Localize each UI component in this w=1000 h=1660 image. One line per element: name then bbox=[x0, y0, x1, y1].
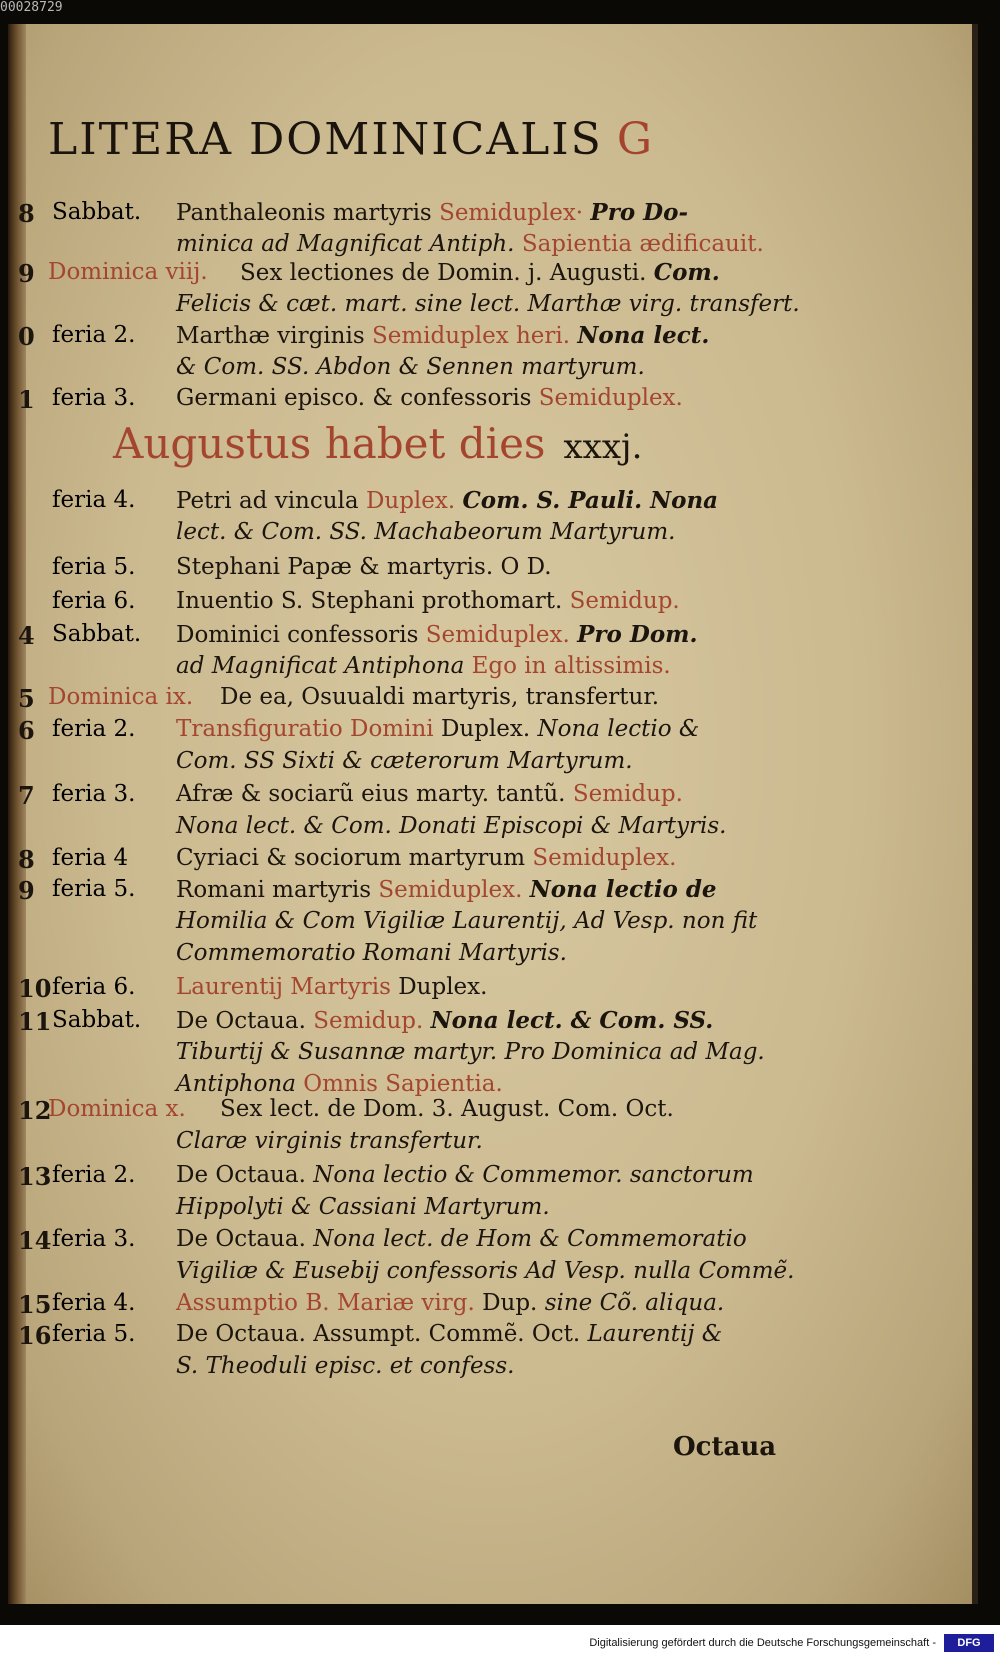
entry-segment: Vigiliæ & Eusebij confessoris Ad Vesp. nulla Commẽ. bbox=[176, 1258, 795, 1284]
weekday-label: Dominica ix. bbox=[48, 684, 194, 710]
entry-segment: Duplex. bbox=[398, 974, 488, 1000]
weekday-label: feria 3. bbox=[52, 781, 136, 807]
entry-text-line bbox=[176, 1007, 713, 1034]
weekday-label: feria 2. bbox=[52, 1162, 136, 1188]
entry-segment: Hippolyti & Cassiani Martyrum. bbox=[176, 1194, 550, 1220]
entry-segment: Stephani Papæ & martyris. O D. bbox=[176, 554, 552, 580]
entry-segment: Laurentij Martyris bbox=[176, 974, 399, 1000]
entry-segment: Marthæ virginis bbox=[176, 323, 372, 349]
entry-segment: Ego in altissimis. bbox=[471, 653, 671, 679]
day-number: 8 bbox=[18, 199, 35, 228]
entry-segment: Homilia & Com Vigiliæ Laurentij, Ad Vesp. non fit bbox=[176, 908, 758, 934]
entry-segment: Nona lectio de bbox=[529, 876, 717, 903]
weekday-label: feria 5. bbox=[52, 554, 136, 580]
entry-segment: Afræ & sociarũ eius marty. tantũ. bbox=[176, 781, 573, 807]
entry-text-line bbox=[176, 322, 709, 349]
entry-segment: Nona lectio & Commemor. sanctorum bbox=[313, 1162, 754, 1188]
weekday-label: feria 3. bbox=[52, 1226, 136, 1252]
month-title: Augustus habet dies bbox=[113, 419, 546, 468]
dfg-logo: DFG bbox=[944, 1634, 994, 1652]
image-id: 00028729 bbox=[0, 0, 63, 15]
weekday-label: feria 6. bbox=[52, 588, 136, 614]
entry-segment: Duplex. bbox=[365, 488, 463, 514]
entry-text-line bbox=[176, 1321, 722, 1347]
day-number: 7 bbox=[18, 781, 35, 810]
entry-segment: Nona lect. de Hom & Commemoratio bbox=[313, 1226, 747, 1252]
entry-text-line bbox=[176, 554, 552, 580]
weekday-label: Dominica viij. bbox=[48, 259, 208, 285]
entry-segment: Semiduplex· bbox=[439, 200, 591, 226]
day-number: 9 bbox=[18, 259, 35, 288]
entry-text-line bbox=[176, 781, 683, 807]
entry-segment: Semiduplex. bbox=[538, 385, 683, 411]
entry-segment: Duplex. bbox=[440, 716, 538, 742]
entry-segment: & Com. SS. Abdon & Sennen martyrum. bbox=[176, 354, 645, 380]
entry-segment: Petri ad vincula bbox=[176, 488, 366, 514]
entry-segment: Semidup. bbox=[313, 1008, 431, 1034]
book-page bbox=[8, 24, 978, 1604]
day-number: 0 bbox=[18, 322, 35, 351]
entry-text-line bbox=[176, 621, 698, 648]
catchword: Octaua bbox=[673, 1432, 777, 1462]
weekday-label: feria 5. bbox=[52, 876, 136, 902]
entry-text-line bbox=[176, 876, 717, 903]
entry-segment: ad Magnificat Antiphona bbox=[176, 653, 472, 679]
weekday-label: Dominica x. bbox=[48, 1096, 186, 1122]
weekday-label: feria 4. bbox=[52, 487, 136, 513]
entry-text-line bbox=[176, 1128, 483, 1154]
entry-segment: Dominici confessoris bbox=[176, 622, 426, 648]
month-days: xxxj. bbox=[563, 427, 643, 467]
entry-text-line bbox=[240, 259, 720, 286]
entry-text-line bbox=[176, 1258, 794, 1284]
weekday-label: feria 5. bbox=[52, 1321, 136, 1347]
entry-segment: Romani martyris bbox=[176, 877, 379, 903]
day-number: 11 bbox=[18, 1007, 52, 1036]
weekday-label: feria 4 bbox=[52, 845, 129, 871]
day-number: 1 bbox=[18, 385, 35, 414]
entry-segment: Laurentij & bbox=[587, 1321, 723, 1347]
day-number: 9 bbox=[18, 876, 35, 905]
entry-text-line bbox=[220, 684, 659, 710]
entry-text-line bbox=[176, 354, 645, 380]
entry-segment: Semidup. bbox=[569, 588, 680, 614]
weekday-label: feria 3. bbox=[52, 385, 136, 411]
entry-segment: De Octaua. bbox=[176, 1162, 314, 1188]
weekday-label: feria 6. bbox=[52, 974, 136, 1000]
entry-segment: Semiduplex. bbox=[532, 845, 677, 871]
entry-text-line bbox=[176, 1353, 514, 1379]
day-number: 15 bbox=[18, 1290, 52, 1319]
entry-segment: Cyriaci & sociorum martyrum bbox=[176, 845, 533, 871]
entry-text-line bbox=[176, 940, 567, 966]
weekday-label: feria 2. bbox=[52, 322, 136, 348]
entry-text-line bbox=[176, 487, 718, 514]
entry-text-line bbox=[176, 845, 676, 871]
entry-segment: Semiduplex. bbox=[378, 877, 530, 903]
day-number: 13 bbox=[18, 1162, 52, 1191]
entry-segment: Sex lect. de Dom. 3. August. Com. Oct. bbox=[220, 1096, 674, 1122]
entry-text-line bbox=[176, 1290, 724, 1316]
entry-text-line bbox=[176, 231, 764, 257]
weekday-label: feria 2. bbox=[52, 716, 136, 742]
entry-segment: Nona lect. & Com. SS. bbox=[430, 1007, 714, 1034]
page-heading bbox=[48, 114, 654, 165]
entry-segment: Omnis Sapientia. bbox=[303, 1071, 503, 1097]
entry-segment: Inuentio S. Stephani prothomart. bbox=[176, 588, 570, 614]
entry-text-line bbox=[176, 1162, 754, 1188]
entry-segment: lect. & Com. SS. Machabeorum Martyrum. bbox=[176, 519, 676, 545]
entry-text-line bbox=[176, 1226, 747, 1252]
entry-segment: Sapientia ædificauit. bbox=[521, 231, 764, 257]
entry-segment: Com. SS Sixti & cæterorum Martyrum. bbox=[176, 748, 633, 774]
entry-segment: Nona lect. & Com. Donati Episcopi & Martyris. bbox=[176, 813, 727, 839]
entry-text-line bbox=[176, 385, 683, 411]
entry-segment: Tiburtij & Susannæ martyr. Pro Dominica ad Mag. bbox=[176, 1039, 765, 1065]
entry-segment: Semiduplex heri. bbox=[371, 323, 578, 349]
entry-segment: Germani episco. & confessoris bbox=[176, 385, 539, 411]
entry-segment: De Octaua. Assumpt. Commẽ. Oct. bbox=[176, 1321, 588, 1347]
entry-segment: Pro Dom. bbox=[577, 621, 698, 648]
entry-segment: De Octaua. bbox=[176, 1226, 314, 1252]
entry-segment: Assumptio B. Mariæ virg. bbox=[176, 1290, 483, 1316]
day-number: 10 bbox=[18, 974, 52, 1003]
entry-text-line bbox=[176, 716, 699, 742]
entry-segment: S. Theoduli episc. et confess. bbox=[176, 1353, 515, 1379]
entry-segment: Commemoratio Romani Martyris. bbox=[176, 940, 567, 966]
entry-text-line bbox=[176, 588, 680, 614]
day-number: 4 bbox=[18, 621, 35, 650]
weekday-label: Sabbat. bbox=[52, 1007, 142, 1033]
entry-segment: Felicis & cæt. mart. sine lect. Marthæ virg. transfert. bbox=[176, 291, 800, 317]
entry-segment: Semidup. bbox=[572, 781, 683, 807]
entry-segment: Sex lectiones de Domin. j. Augusti. bbox=[240, 260, 654, 286]
entry-segment: Semiduplex. bbox=[425, 622, 578, 648]
entry-segment: Antiphona bbox=[176, 1071, 304, 1097]
entry-text-line bbox=[176, 1071, 503, 1097]
day-number: 16 bbox=[18, 1321, 52, 1350]
entry-text-line bbox=[176, 1194, 550, 1220]
entry-text-line bbox=[176, 748, 633, 774]
day-number: 5 bbox=[18, 684, 35, 713]
day-number: 12 bbox=[18, 1096, 52, 1125]
entry-segment: minica ad Magnificat Antiph. bbox=[176, 231, 522, 257]
entry-segment: De ea, Osuualdi martyris, transfertur. bbox=[220, 684, 660, 710]
weekday-label: Sabbat. bbox=[52, 199, 142, 225]
entry-segment: Pro Do- bbox=[590, 199, 689, 226]
footer-credit: Digitalisierung gefördert durch die Deutsche Forschungsgemeinschaft - bbox=[589, 1637, 936, 1649]
entry-text-line bbox=[176, 1039, 765, 1065]
entry-segment: Claræ virginis transfertur. bbox=[176, 1128, 483, 1154]
month-heading bbox=[113, 419, 642, 468]
entry-segment: Dup. bbox=[482, 1290, 545, 1316]
weekday-label: Sabbat. bbox=[52, 621, 142, 647]
day-number: 14 bbox=[18, 1226, 52, 1255]
entry-text-line bbox=[176, 908, 757, 934]
entry-text-line bbox=[176, 199, 688, 226]
entry-segment: Com. S. Pauli. Nona bbox=[462, 487, 719, 514]
entry-text-line bbox=[176, 653, 671, 679]
day-number: 6 bbox=[18, 716, 35, 745]
entry-text-line bbox=[176, 291, 800, 317]
entry-text-line bbox=[220, 1096, 674, 1122]
entry-segment: Nona lectio & bbox=[537, 716, 700, 742]
entry-segment: Transfiguratio Domini bbox=[176, 716, 441, 742]
entry-segment: Panthaleonis martyris bbox=[176, 200, 440, 226]
dominical-letter: G bbox=[616, 114, 654, 165]
heading-text: LITERA DOMINICALIS bbox=[48, 114, 603, 165]
entry-text-line bbox=[176, 974, 487, 1000]
entry-segment: De Octaua. bbox=[176, 1008, 314, 1034]
weekday-label: feria 4. bbox=[52, 1290, 136, 1316]
entry-segment: sine Cõ. aliqua. bbox=[544, 1290, 725, 1316]
entry-segment: Com. bbox=[653, 259, 720, 286]
entry-text-line bbox=[176, 519, 676, 545]
day-number: 8 bbox=[18, 845, 35, 874]
entry-text-line bbox=[176, 813, 726, 839]
entry-segment: Nona lect. bbox=[577, 322, 710, 349]
